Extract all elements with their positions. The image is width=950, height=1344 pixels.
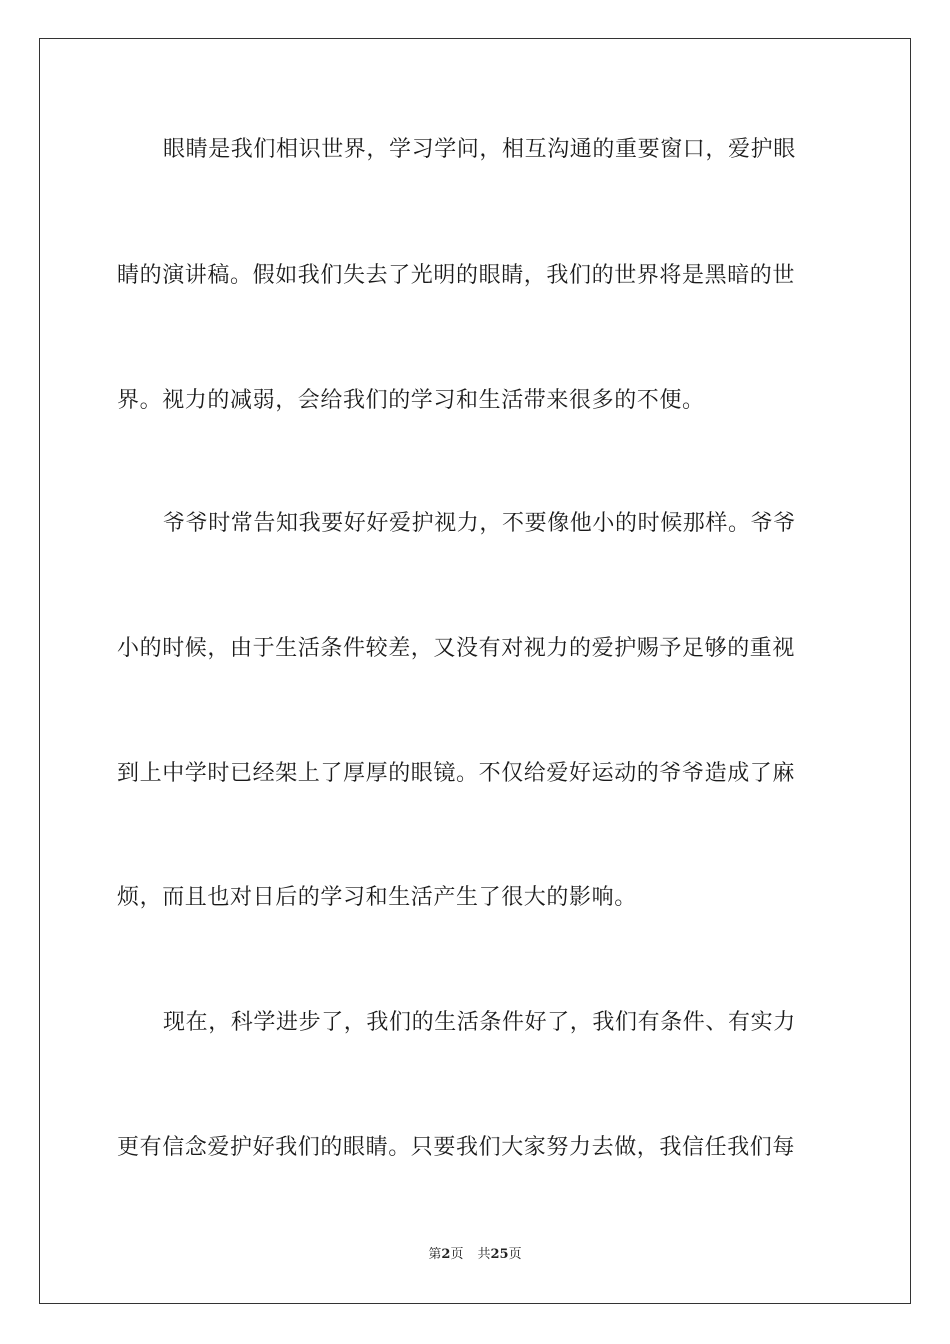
page-suffix: 页 (450, 1247, 464, 1262)
page-prefix: 第 (428, 1247, 442, 1262)
paragraph-3-line-1: 现在，科学进步了，我们的生活条件好了，我们有条件、有实力 (163, 1010, 796, 1035)
paragraph-1-line-3: 界。视力的减弱，会给我们的学习和生活带来很多的不便。 (117, 388, 705, 413)
paragraph-1-line-2: 睛的演讲稿。假如我们失去了光明的眼睛，我们的世界将是黑暗的世 (117, 263, 796, 288)
paragraph-2-line-4: 烦，而且也对日后的学习和生活产生了很大的影响。 (117, 885, 637, 910)
total-suffix: 页 (508, 1247, 522, 1262)
paragraph-2-line-1: 爷爷时常告知我要好好爱护视力，不要像他小的时候那样。爷爷 (163, 511, 796, 536)
paragraph-2-line-3: 到上中学时已经架上了厚厚的眼镜。不仅给爱好运动的爷爷造成了麻 (117, 761, 796, 786)
paragraph-2-line-2: 小的时候，由于生活条件较差，又没有对视力的爱护赐予足够的重视 (117, 636, 796, 661)
paragraph-3-line-2: 更有信念爱护好我们的眼睛。只要我们大家努力去做，我信任我们每 (117, 1135, 796, 1160)
paragraph-1-line-1: 眼睛是我们相识世界，学习学问，相互沟通的重要窗口，爱护眼 (163, 137, 796, 162)
page-border (39, 38, 911, 1304)
total-prefix: 共 (477, 1247, 491, 1262)
total-pages: 25 (490, 1247, 509, 1262)
page-number: 2 (441, 1247, 451, 1262)
page-footer (0, 1247, 950, 1263)
